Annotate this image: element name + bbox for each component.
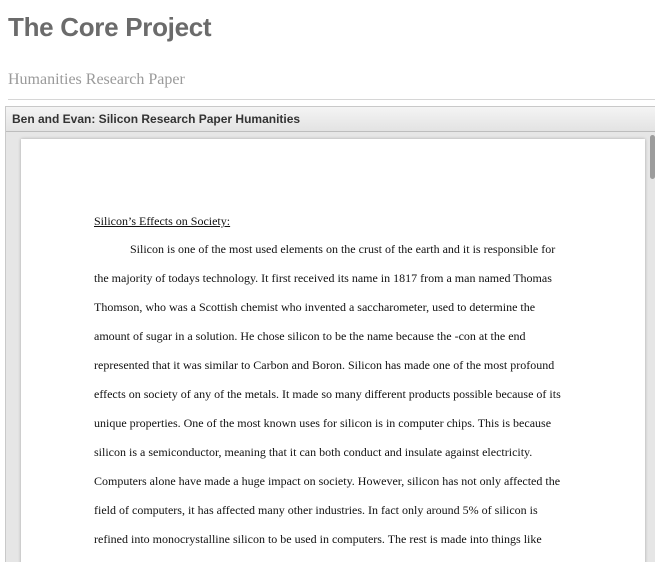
document-line: Thomson, who was a Scottish chemist who invented a saccharometer, used to determine the	[94, 300, 536, 314]
document-page	[21, 139, 645, 562]
document-viewer	[5, 106, 655, 562]
document-line: refined into monocrystalline silicon to be used in computers. The rest is made into things like	[94, 532, 542, 546]
document-line: the majority of todays technology. It first received its name in 1817 from a man named Thomas	[94, 271, 552, 285]
document-line: silicon is a semiconductor, meaning that it can both conduct and insulate against electricity.	[94, 445, 533, 459]
page-subtitle: Humanities Research Paper	[8, 71, 185, 88]
viewer-header	[6, 107, 655, 132]
scrollbar-thumb[interactable]	[650, 135, 655, 179]
document-line: Silicon is one of the most used elements on the crust of the earth and it is responsible for	[130, 242, 556, 256]
document-heading: Silicon’s Effects on Society:	[94, 214, 231, 228]
document-line: unique properties. One of the most known uses for silicon is in computer chips. This is because	[94, 416, 552, 430]
document-line: amount of sugar in a solution. He chose silicon to be the name because the -con at the end	[94, 329, 526, 343]
document-line: represented that it was similar to Carbon and Boron. Silicon has made one of the most profound	[94, 358, 555, 372]
vertical-scrollbar[interactable]	[649, 132, 655, 562]
document-line: Computers alone have made a huge impact on society. However, silicon has not only affected the	[94, 474, 561, 488]
document-line: field of computers, it has affected many other industries. In fact only around 5% of silicon is	[94, 503, 538, 517]
site-title[interactable]: The Core Project	[8, 12, 212, 42]
viewer-body[interactable]	[6, 132, 655, 562]
document-line: effects on society of any of the metals. It made so many different products possible because of its	[94, 387, 561, 401]
document-title: Ben and Evan: Silicon Research Paper Humanities	[12, 112, 301, 126]
header-divider	[8, 99, 655, 100]
